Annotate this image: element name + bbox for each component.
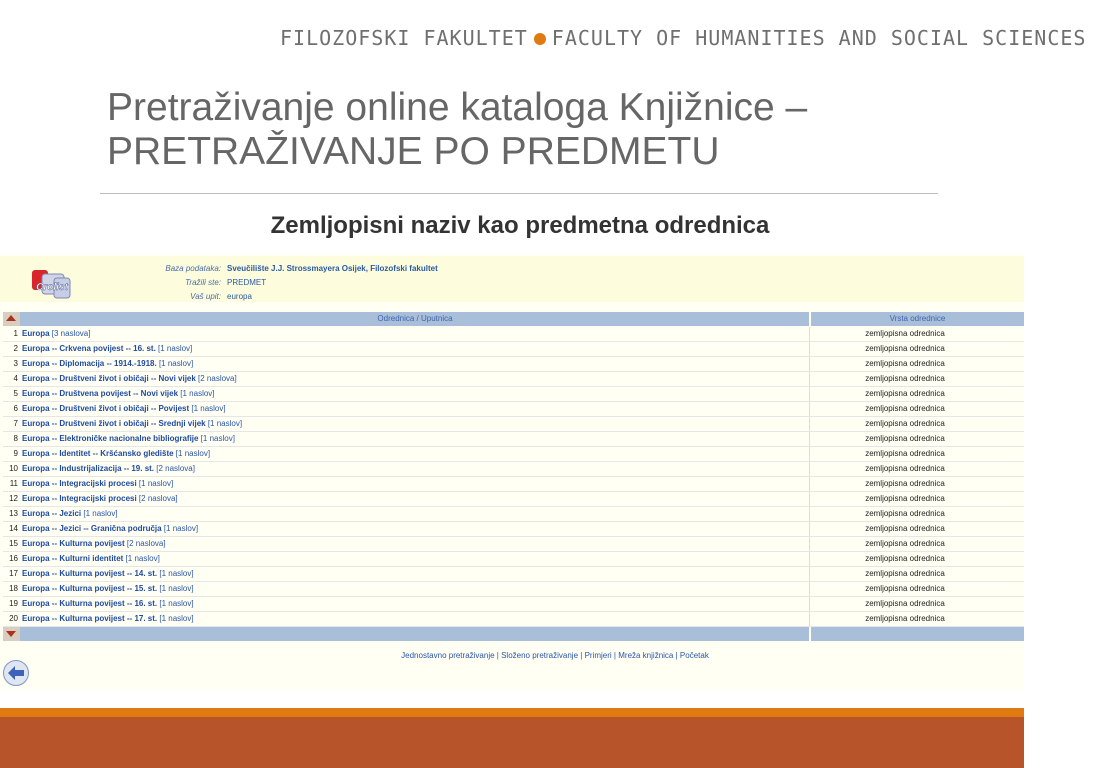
arrow-left-icon xyxy=(6,664,26,682)
subject-heading-link[interactable] xyxy=(22,344,192,353)
title-count[interactable]: [2 naslova] xyxy=(195,374,237,383)
row-number: 5 xyxy=(13,389,18,398)
row-number: 18 xyxy=(9,584,18,593)
title-divider xyxy=(100,193,938,194)
column-heading-term: Odrednica / Uputnica xyxy=(377,314,453,323)
row-separator xyxy=(809,492,810,506)
table-row xyxy=(3,372,1024,387)
nav-link-simple-search[interactable]: Jednostavno pretraživanje xyxy=(401,651,495,660)
subject-heading-term[interactable]: Europa -- Diplomacija -- 1914.-1918. xyxy=(22,359,157,368)
subject-heading-term[interactable]: Europa -- Kulturni identitet xyxy=(22,554,124,563)
catalog-window xyxy=(0,254,1024,690)
results-table xyxy=(3,312,1024,641)
title-count[interactable]: [1 naslov] xyxy=(136,479,174,488)
subject-heading-link[interactable] xyxy=(22,524,198,533)
subject-heading-link[interactable] xyxy=(22,614,194,623)
brand-name-croatian: FILOZOFSKI FAKULTET xyxy=(280,26,528,50)
nav-separator: | xyxy=(613,651,616,660)
row-number: 9 xyxy=(13,449,18,458)
subject-heading-term[interactable]: Europa -- Integracijski procesi xyxy=(22,479,137,488)
heading-type: zemljopisna odrednica xyxy=(865,479,945,488)
table-row xyxy=(3,327,1024,342)
table-row xyxy=(3,612,1024,627)
subject-heading-link[interactable] xyxy=(22,329,90,338)
subject-heading-link[interactable] xyxy=(22,554,160,563)
subject-heading-link[interactable] xyxy=(22,509,118,518)
subject-heading-link[interactable] xyxy=(22,449,210,458)
search-by-label: Tražili ste: xyxy=(185,278,221,287)
row-number: 10 xyxy=(9,464,18,473)
nav-link-library-network[interactable]: Mreža knjižnica xyxy=(618,651,674,660)
bottom-navigation xyxy=(0,651,1110,660)
heading-type: zemljopisna odrednica xyxy=(865,494,945,503)
row-separator xyxy=(809,462,810,476)
nav-separator: | xyxy=(675,651,678,660)
title-count[interactable]: [1 naslov] xyxy=(189,404,226,413)
table-row xyxy=(3,447,1024,462)
triangle-up-icon xyxy=(6,315,16,321)
table-row xyxy=(3,507,1024,522)
heading-type: zemljopisna odrednica xyxy=(865,419,945,428)
slide-subtitle: Zemljopisni naziv kao predmetna odrednica xyxy=(270,212,770,239)
query-value: europa xyxy=(227,292,252,301)
row-separator xyxy=(809,567,810,581)
heading-type: zemljopisna odrednica xyxy=(865,329,945,338)
slide-title-line2: PRETRAŽIVANJE PO PREDMETU xyxy=(107,130,720,173)
dot-icon xyxy=(534,33,546,45)
table-row xyxy=(3,477,1024,492)
table-row xyxy=(3,552,1024,567)
subject-heading-term[interactable]: Europa -- Kulturna povijest xyxy=(22,539,125,548)
heading-type: zemljopisna odrednica xyxy=(865,539,945,548)
title-count[interactable]: [1 naslov] xyxy=(81,509,118,518)
title-count[interactable]: [1 naslov] xyxy=(178,389,215,398)
row-number: 15 xyxy=(9,539,18,548)
nav-separator: | xyxy=(580,651,583,660)
nav-link-examples[interactable]: Primjeri xyxy=(584,651,612,660)
title-count[interactable]: [1 naslov] xyxy=(198,434,235,443)
search-by-value: PREDMET xyxy=(227,278,267,287)
subject-heading-term[interactable]: Europa -- Jezici xyxy=(22,509,82,518)
row-separator xyxy=(809,507,810,521)
heading-type: zemljopisna odrednica xyxy=(865,599,945,608)
row-number: 3 xyxy=(13,359,18,368)
row-number: 2 xyxy=(13,344,18,353)
row-separator xyxy=(809,372,810,386)
column-heading-type: Vrsta odrednice xyxy=(889,314,946,323)
footer-separator xyxy=(809,627,811,641)
footer-accent-stripe xyxy=(0,708,1024,717)
row-separator xyxy=(809,522,810,536)
title-count[interactable]: [1 naslov] xyxy=(157,599,194,608)
row-separator xyxy=(809,612,810,626)
row-separator xyxy=(809,387,810,401)
table-row xyxy=(3,537,1024,552)
row-number: 12 xyxy=(9,494,18,503)
back-button[interactable] xyxy=(3,660,29,686)
title-count[interactable]: [1 naslov] xyxy=(161,524,199,533)
heading-type: zemljopisna odrednica xyxy=(865,524,945,533)
heading-type: zemljopisna odrednica xyxy=(865,389,945,398)
table-row xyxy=(3,597,1024,612)
brand-name-english: FACULTY OF HUMANITIES AND SOCIAL SCIENCES xyxy=(551,26,1087,50)
heading-type: zemljopisna odrednica xyxy=(865,374,945,383)
row-separator xyxy=(809,417,810,431)
table-row xyxy=(3,387,1024,402)
subject-heading-term[interactable]: Europa -- Društveni život i običaji -- Srednji vijek xyxy=(22,419,206,428)
scroll-down-button[interactable] xyxy=(3,627,20,641)
search-info-panel xyxy=(0,256,1024,302)
heading-type: zemljopisna odrednica xyxy=(865,569,945,578)
database-value: Sveučilište J.J. Strossmayera Osijek, Filozofski fakultet xyxy=(227,264,438,273)
subject-heading-term[interactable]: Europa -- Društveni život i običaji -- Novi vijek xyxy=(22,374,196,383)
row-separator xyxy=(809,432,810,446)
subject-heading-link[interactable] xyxy=(22,374,237,383)
search-by-row xyxy=(0,278,1024,291)
nav-link-complex-search[interactable]: Složeno pretraživanje xyxy=(501,651,579,660)
row-number: 17 xyxy=(9,569,18,578)
row-separator xyxy=(809,537,810,551)
table-row xyxy=(3,357,1024,372)
table-row xyxy=(3,417,1024,432)
title-count[interactable]: [1 naslov] xyxy=(173,449,211,458)
subject-heading-term[interactable]: Europa -- Kulturna povijest -- 17. st. xyxy=(22,614,158,623)
subject-heading-link[interactable] xyxy=(22,434,235,443)
table-header xyxy=(3,312,1024,326)
subject-heading-link[interactable] xyxy=(22,584,194,593)
table-body xyxy=(3,327,1024,627)
title-count[interactable]: [1 naslov] xyxy=(123,554,160,563)
subject-heading-link[interactable] xyxy=(22,599,194,608)
query-row xyxy=(0,292,1024,305)
title-count[interactable]: [1 naslov] xyxy=(156,359,194,368)
table-row xyxy=(3,432,1024,447)
row-number: 11 xyxy=(9,479,18,488)
nav-separator: | xyxy=(496,651,499,660)
footer-bar xyxy=(0,717,1024,768)
subject-heading-term[interactable]: Europa -- Jezici -- Granična područja xyxy=(22,524,162,533)
slide-title xyxy=(107,86,927,174)
heading-type: zemljopisna odrednica xyxy=(865,359,945,368)
title-count[interactable]: [1 naslov] xyxy=(157,584,194,593)
row-number: 7 xyxy=(13,419,18,428)
table-row xyxy=(3,462,1024,477)
table-row xyxy=(3,522,1024,537)
row-number: 1 xyxy=(13,329,18,338)
row-number: 6 xyxy=(13,404,18,413)
title-count[interactable]: [1 naslov] xyxy=(157,569,194,578)
triangle-down-icon xyxy=(6,631,16,637)
heading-type: zemljopisna odrednica xyxy=(865,404,945,413)
row-number: 4 xyxy=(13,374,18,383)
table-row xyxy=(3,582,1024,597)
row-separator xyxy=(809,327,810,341)
row-number: 20 xyxy=(9,614,18,623)
table-row xyxy=(3,492,1024,507)
row-number: 19 xyxy=(9,599,18,608)
subject-heading-term[interactable]: Europa -- Društveni život i običaji -- Povijest xyxy=(22,404,190,413)
row-number: 13 xyxy=(9,509,18,518)
heading-type: zemljopisna odrednica xyxy=(865,509,945,518)
crolist-logo-text: Crolist xyxy=(36,282,68,293)
heading-type: zemljopisna odrednica xyxy=(865,554,945,563)
heading-type: zemljopisna odrednica xyxy=(865,434,945,443)
subject-heading-term[interactable]: Europa -- Kulturna povijest -- 15. st. xyxy=(22,584,158,593)
table-row xyxy=(3,342,1024,357)
row-separator xyxy=(809,582,810,596)
row-separator xyxy=(809,342,810,356)
row-separator xyxy=(809,447,810,461)
title-count[interactable]: [1 naslov] xyxy=(205,419,243,428)
subject-heading-link[interactable] xyxy=(22,419,242,428)
subject-heading-term[interactable]: Europa -- Crkvena povijest -- 16. st. xyxy=(22,344,156,353)
title-count[interactable]: [1 naslov] xyxy=(157,614,194,623)
slide-title-line1: Pretraživanje online kataloga Knjižnice – xyxy=(107,86,808,129)
subject-heading-term[interactable]: Europa -- Integracijski procesi xyxy=(22,494,137,503)
row-number: 14 xyxy=(9,524,18,533)
subject-heading-link[interactable] xyxy=(22,359,193,368)
database-label: Baza podataka: xyxy=(165,264,221,273)
nav-link-home[interactable]: Početak xyxy=(679,651,709,660)
row-separator xyxy=(809,552,810,566)
subject-heading-term[interactable]: Europa -- Industrijalizacija -- 19. st. xyxy=(22,464,155,473)
table-row xyxy=(3,567,1024,582)
subject-heading-term[interactable]: Europa -- Kulturna povijest -- 16. st. xyxy=(22,599,158,608)
subject-heading-link[interactable] xyxy=(22,404,226,413)
row-separator xyxy=(809,357,810,371)
row-number: 16 xyxy=(9,554,18,563)
subject-heading-term[interactable]: Europa -- Elektroničke nacionalne bibliografije xyxy=(22,434,199,443)
title-count[interactable]: [2 naslova] xyxy=(154,464,195,473)
subject-heading-term[interactable]: Europa -- Identitet -- Kršćansko gledište xyxy=(22,449,174,458)
heading-type: zemljopisna odrednica xyxy=(865,464,945,473)
query-label: Vaš upit: xyxy=(190,292,221,301)
row-separator xyxy=(809,597,810,611)
subject-heading-link[interactable] xyxy=(22,539,166,548)
subject-heading-link[interactable] xyxy=(22,479,173,488)
heading-type: zemljopisna odrednica xyxy=(865,344,945,353)
subject-heading-term[interactable]: Europa xyxy=(22,329,50,338)
subject-heading-link[interactable] xyxy=(22,389,215,398)
subject-heading-link[interactable] xyxy=(22,494,178,503)
row-separator xyxy=(809,402,810,416)
title-count[interactable]: [2 naslova] xyxy=(124,539,166,548)
subject-heading-term[interactable]: Europa -- Kulturna povijest -- 14. st. xyxy=(22,569,158,578)
heading-type: zemljopisna odrednica xyxy=(865,614,945,623)
row-separator xyxy=(809,477,810,491)
table-footer xyxy=(3,627,1024,641)
title-count[interactable]: [1 naslov] xyxy=(155,344,193,353)
scroll-up-button[interactable] xyxy=(3,312,20,326)
database-row xyxy=(0,264,1024,277)
subject-heading-link[interactable] xyxy=(22,569,194,578)
title-count[interactable]: [2 naslova] xyxy=(136,494,178,503)
title-count[interactable]: [3 naslova] xyxy=(49,329,91,338)
subject-heading-link[interactable] xyxy=(22,464,195,473)
row-number: 8 xyxy=(13,434,18,443)
faculty-brand-line xyxy=(280,26,1087,56)
heading-type: zemljopisna odrednica xyxy=(865,584,945,593)
heading-type: zemljopisna odrednica xyxy=(865,449,945,458)
subject-heading-term[interactable]: Europa -- Društvena povijest -- Novi vijek xyxy=(22,389,179,398)
table-row xyxy=(3,402,1024,417)
